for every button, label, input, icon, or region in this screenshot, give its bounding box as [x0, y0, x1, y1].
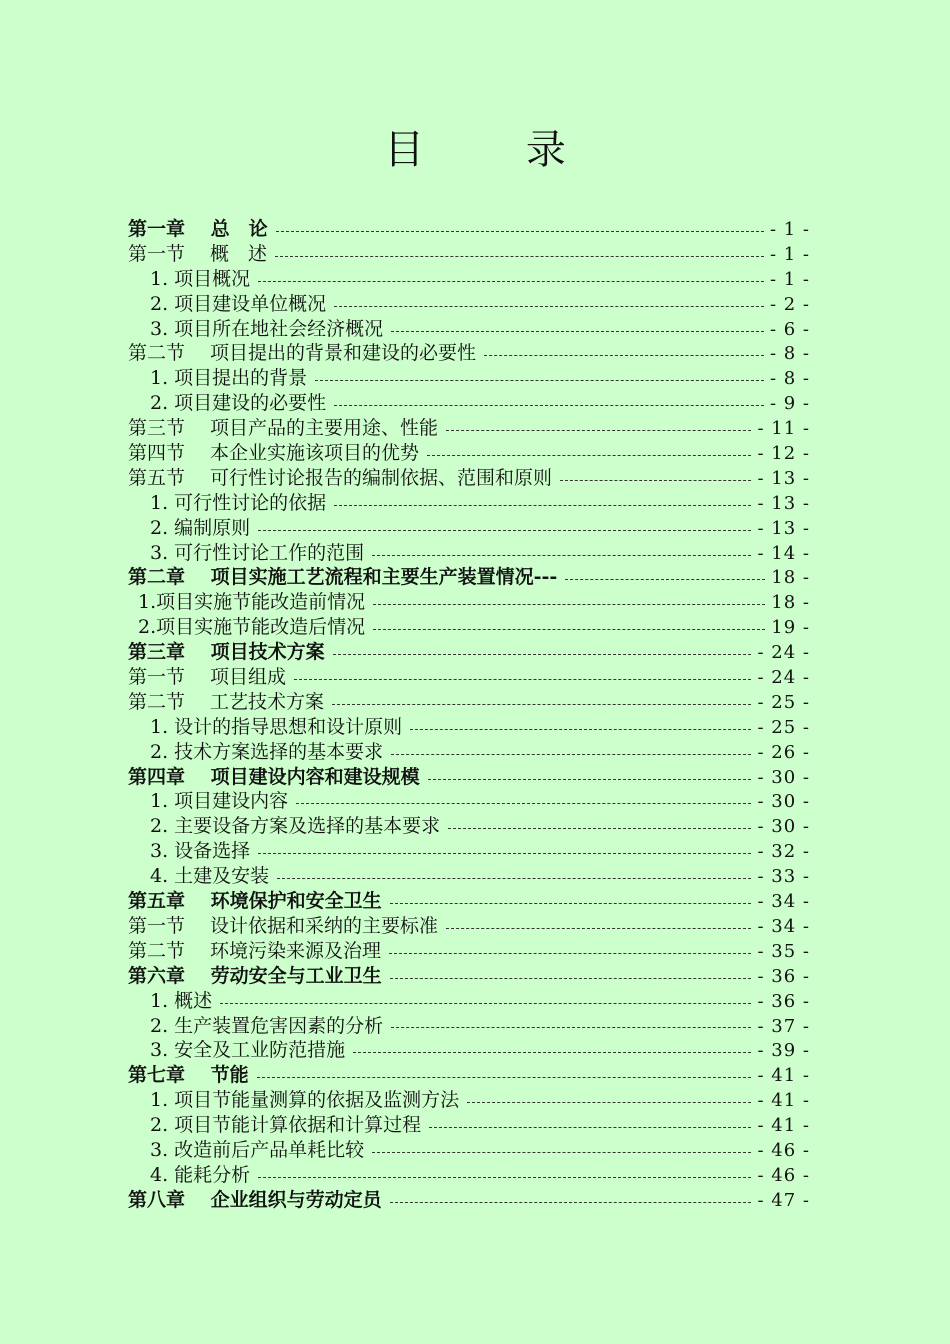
dotted-leader [258, 853, 751, 854]
toc-entry-label: 2. 项目建设的必要性 [150, 392, 327, 415]
dotted-leader [275, 256, 764, 257]
toc-page-number: - 13 - [757, 492, 810, 514]
toc-chapter-entry[interactable] [128, 640, 810, 665]
toc-entry[interactable] [128, 789, 810, 814]
toc-page-number: - 30 - [757, 816, 810, 838]
toc-entry[interactable] [128, 341, 810, 366]
toc-chapter-entry[interactable] [128, 889, 810, 914]
dotted-leader [373, 604, 765, 605]
toc-entry-label: 2. 主要设备方案及选择的基本要求 [150, 815, 441, 838]
dotted-leader [390, 903, 752, 904]
toc-page-number: - 24 - [757, 642, 810, 664]
toc-chapter-entry[interactable] [128, 964, 810, 989]
dotted-leader [257, 1077, 752, 1078]
toc-page-number: - 1 - [769, 268, 810, 290]
dotted-leader [467, 1102, 751, 1103]
toc-page-number: - 24 - [757, 667, 810, 689]
toc-entry[interactable] [128, 690, 810, 715]
toc-entry-label: 4. 能耗分析 [150, 1163, 251, 1186]
dotted-leader [258, 1177, 751, 1178]
toc-entry[interactable] [128, 317, 810, 342]
toc-page-number: - 6 - [769, 318, 810, 340]
toc-page-number: - 37 - [757, 1015, 810, 1037]
toc-entry[interactable] [128, 416, 810, 441]
dotted-leader [484, 355, 764, 356]
toc-entry-label: 2. 项目节能计算依据和计算过程 [150, 1114, 422, 1137]
toc-entry-label: 第四章 项目建设内容和建设规模 [128, 765, 420, 788]
dotted-leader [258, 281, 764, 282]
toc-entry-label: 第一节 概 述 [128, 242, 268, 265]
toc-entry[interactable] [128, 914, 810, 939]
toc-entry-label: 1. 项目概况 [150, 267, 251, 290]
toc-page-number: - 13 - [757, 467, 810, 489]
toc-entry[interactable] [128, 814, 810, 839]
toc-page-number: - 36 - [757, 965, 810, 987]
dotted-leader [429, 1127, 751, 1128]
dotted-leader [391, 331, 764, 332]
toc-entry-label: 第四节 本企业实施该项目的优势 [128, 442, 420, 465]
toc-entry-label: 4. 土建及安装 [150, 865, 270, 888]
toc-entry[interactable] [128, 1163, 810, 1188]
toc-page-number: - 41 - [757, 1115, 810, 1137]
toc-page-number: 18 - [771, 567, 810, 589]
dotted-leader [353, 1052, 751, 1053]
toc-entry-label: 3. 安全及工业防范措施 [150, 1039, 346, 1062]
toc-page-number: - 13 - [757, 517, 810, 539]
toc-entry[interactable] [128, 491, 810, 516]
dotted-leader [428, 779, 752, 780]
toc-entry-label: 第二节 项目提出的背景和建设的必要性 [128, 342, 477, 365]
toc-page-number: - 47 - [757, 1189, 810, 1211]
toc-entry-label: 第五章 环境保护和安全卫生 [128, 890, 382, 913]
toc-entry[interactable] [128, 366, 810, 391]
toc-entry[interactable] [128, 615, 810, 640]
toc-chapter-entry[interactable] [128, 1063, 810, 1088]
toc-chapter-entry[interactable] [128, 565, 810, 590]
dotted-leader [372, 555, 751, 556]
toc-page-number: - 30 - [757, 791, 810, 813]
toc-entry-label: 1. 设计的指导思想和设计原则 [150, 715, 403, 738]
toc-page-number: - 8 - [769, 343, 810, 365]
toc-entry-label: 3. 可行性讨论工作的范围 [150, 541, 365, 564]
toc-entry-label: 2. 项目建设单位概况 [150, 292, 327, 315]
toc-page-number: - 46 - [757, 1164, 810, 1186]
toc-chapter-entry[interactable] [128, 217, 810, 242]
dotted-leader [391, 754, 751, 755]
toc-entry-label: 第八章 企业组织与劳动定员 [128, 1188, 382, 1211]
toc-entry[interactable] [128, 590, 810, 615]
toc-entry-label: 2. 技术方案选择的基本要求 [150, 740, 384, 763]
dotted-leader [390, 978, 752, 979]
dotted-leader [220, 1003, 751, 1004]
toc-entry[interactable] [128, 516, 810, 541]
toc-entry-label: 第一章 总 论 [128, 218, 268, 240]
dotted-leader [427, 455, 751, 456]
dotted-leader [276, 231, 764, 232]
toc-title: 目 录 [384, 127, 566, 173]
toc-page-number: - 32 - [757, 841, 810, 863]
toc-entry[interactable] [128, 939, 810, 964]
dotted-leader [410, 729, 751, 730]
toc-chapter-entry[interactable] [128, 765, 810, 790]
toc-entry[interactable] [128, 441, 810, 466]
toc-entry-label: 第二节 工艺技术方案 [128, 690, 325, 713]
dotted-leader [334, 405, 764, 406]
toc-entry[interactable] [128, 391, 810, 416]
toc-entry-label: 第三章 项目技术方案 [128, 641, 325, 664]
toc-page-number: - 8 - [769, 368, 810, 390]
toc-entry[interactable] [128, 292, 810, 317]
toc-entry-label: 第五节 可行性讨论报告的编制依据、范围和原则 [128, 466, 553, 489]
dotted-leader [448, 828, 751, 829]
toc-entry-label: 3. 项目所在地社会经济概况 [150, 317, 384, 340]
toc-chapter-entry[interactable] [128, 1188, 810, 1213]
dotted-leader [560, 480, 751, 481]
toc-page-number: - 14 - [757, 542, 810, 564]
toc-entry[interactable] [128, 665, 810, 690]
toc-page-number: - 36 - [757, 990, 810, 1012]
dotted-leader [446, 928, 751, 929]
toc-page-number: - 41 - [757, 1090, 810, 1112]
toc-entry-label: 第二节 环境污染来源及治理 [128, 939, 382, 962]
dotted-leader [294, 679, 751, 680]
toc-page-number: - 35 - [757, 940, 810, 962]
toc-entry-label: 2.项目实施节能改造后情况 [138, 616, 366, 639]
table-of-contents [128, 217, 810, 1213]
dotted-leader [334, 306, 764, 307]
toc-entry-label: 3. 改造前后产品单耗比较 [150, 1138, 365, 1161]
toc-entry-label: 1. 概述 [150, 989, 213, 1012]
toc-page-number: - 9 - [769, 393, 810, 415]
toc-entry-label: 2. 编制原则 [150, 516, 251, 539]
dotted-leader [333, 654, 752, 655]
toc-entry-label: 1. 可行性讨论的依据 [150, 491, 327, 514]
toc-entry[interactable] [128, 839, 810, 864]
dotted-leader [277, 878, 751, 879]
toc-page-number: - 34 - [757, 915, 810, 937]
toc-page-number: 19 - [771, 617, 810, 639]
toc-page-number: - 39 - [757, 1040, 810, 1062]
toc-entry-label: 第一节 设计依据和采纳的主要标准 [128, 914, 439, 937]
dotted-leader [373, 629, 765, 630]
toc-page-number: - 1 - [769, 219, 810, 240]
toc-entry-label: 第六章 劳动安全与工业卫生 [128, 964, 382, 987]
toc-entry[interactable] [128, 1088, 810, 1113]
toc-entry-label: 第七章 节能 [128, 1064, 249, 1087]
toc-entry-label: 1. 项目节能量测算的依据及监测方法 [150, 1089, 460, 1112]
dotted-leader [315, 380, 764, 381]
toc-page-number: - 2 - [769, 293, 810, 315]
dotted-leader [446, 430, 751, 431]
toc-page-number: - 30 - [757, 766, 810, 788]
toc-entry[interactable] [128, 267, 810, 292]
toc-page-number: - 26 - [757, 741, 810, 763]
dotted-leader [390, 1202, 752, 1203]
dotted-leader [332, 704, 751, 705]
dotted-leader [334, 505, 751, 506]
toc-entry-label: 第二章 项目实施工艺流程和主要生产装置情况--- [128, 566, 558, 589]
toc-entry[interactable] [128, 242, 810, 267]
toc-entry[interactable] [128, 1113, 810, 1138]
dotted-leader [565, 579, 765, 580]
toc-entry[interactable] [128, 864, 810, 889]
toc-page-number: - 33 - [757, 866, 810, 888]
toc-entry[interactable] [128, 466, 810, 491]
toc-entry[interactable] [128, 1038, 810, 1063]
toc-entry-label: 1.项目实施节能改造前情况 [138, 591, 366, 614]
toc-page-number: - 11 - [757, 418, 810, 440]
dotted-leader [258, 530, 751, 531]
toc-entry[interactable] [128, 989, 810, 1014]
toc-entry[interactable] [128, 740, 810, 765]
toc-page-number: - 46 - [757, 1139, 810, 1161]
toc-entry-label: 第三节 项目产品的主要用途、性能 [128, 417, 439, 440]
dotted-leader [391, 1027, 751, 1028]
toc-entry[interactable] [128, 541, 810, 566]
dotted-leader [296, 803, 751, 804]
toc-page-number: - 34 - [757, 891, 810, 913]
toc-entry-label: 第一节 项目组成 [128, 666, 287, 689]
toc-entry-label: 1. 项目提出的背景 [150, 367, 308, 390]
toc-page-number: 18 - [771, 592, 810, 614]
toc-page-number: - 41 - [757, 1065, 810, 1087]
toc-entry-label: 3. 设备选择 [150, 840, 251, 863]
toc-entry-label: 1. 项目建设内容 [150, 790, 289, 813]
toc-page-number: - 1 - [769, 243, 810, 265]
toc-entry[interactable] [128, 1014, 810, 1039]
toc-page-number: - 12 - [757, 443, 810, 465]
dotted-leader [372, 1152, 751, 1153]
toc-entry[interactable] [128, 715, 810, 740]
dotted-leader [389, 953, 751, 954]
toc-page-number: - 25 - [757, 691, 810, 713]
toc-entry-label: 2. 生产装置危害因素的分析 [150, 1014, 384, 1037]
toc-page-number: - 25 - [757, 716, 810, 738]
toc-entry[interactable] [128, 1138, 810, 1163]
